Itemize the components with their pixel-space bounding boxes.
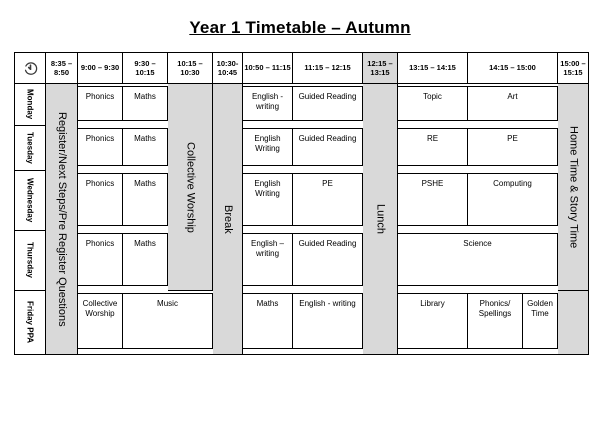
cell-friday-music: Music <box>123 291 213 354</box>
cell-thursday-maths: Maths <box>123 231 168 291</box>
time-slot-1030-1045: 10:30- 10:45 <box>213 53 243 84</box>
cell-tuesday-english-writing: English Writing <box>243 126 293 171</box>
day-label-monday: Monday <box>15 84 46 126</box>
time-slot-1050-1115: 10:50 – 11:15 <box>243 53 293 84</box>
time-slot-1415-1500: 14:15 – 15:00 <box>468 53 558 84</box>
time-slot-1115-1215: 11:15 – 12:15 <box>293 53 363 84</box>
register-band: Register/Next Steps/Pre Register Questions <box>46 84 78 354</box>
cell-friday-collective-worship: Collective Worship <box>78 291 123 354</box>
cell-wednesday-phonics: Phonics <box>78 171 123 231</box>
break-band: Break <box>213 84 243 354</box>
cell-wednesday-pshe: PSHE <box>398 171 468 231</box>
cell-tuesday-guided-reading: Guided Reading <box>293 126 363 171</box>
day-label-wednesday: Wednesday <box>15 171 46 231</box>
cell-tuesday-phonics: Phonics <box>78 126 123 171</box>
cell-wednesday-pe: PE <box>293 171 363 231</box>
page-title: Year 1 Timetable – Autumn <box>189 18 411 37</box>
cell-tuesday-re: RE <box>398 126 468 171</box>
time-slot-930-1015: 9:30 – 10:15 <box>123 53 168 84</box>
cell-friday-golden-time: Golden Time <box>523 291 558 354</box>
time-slot-900-930: 9:00 – 9:30 <box>78 53 123 84</box>
cell-thursday-guided-reading: Guided Reading <box>293 231 363 291</box>
time-slot-1315-1415: 13:15 – 14:15 <box>398 53 468 84</box>
clock-icon <box>15 53 46 84</box>
cell-friday-phonics-spellings: Phonics/ Spellings <box>468 291 523 354</box>
cell-friday-english-writing: English - writing <box>293 291 363 354</box>
time-slot-1015-1030: 10:15 – 10:30 <box>168 53 213 84</box>
cell-monday-art: Art <box>468 84 558 126</box>
lunch-band: Lunch <box>363 84 398 354</box>
cell-friday-maths: Maths <box>243 291 293 354</box>
cell-wednesday-maths: Maths <box>123 171 168 231</box>
cell-thursday-science: Science <box>398 231 558 291</box>
cell-friday-library: Library <box>398 291 468 354</box>
home-time-band: Home Time & Story Time <box>558 84 588 291</box>
time-slot-1215-1315: 12:15 – 13:15 <box>363 53 398 84</box>
timetable-table <box>14 52 589 355</box>
cell-tuesday-maths: Maths <box>123 126 168 171</box>
cell-tuesday-pe: PE <box>468 126 558 171</box>
home-time-friday-cell <box>558 291 588 354</box>
cell-monday-phonics: Phonics <box>78 84 123 126</box>
collective-worship-band: Collective Worship <box>168 84 213 291</box>
cell-monday-topic: Topic <box>398 84 468 126</box>
time-slot-835-850: 8:35 – 8:50 <box>46 53 78 84</box>
cell-monday-english-writing: English - writing <box>243 84 293 126</box>
time-slot-1500-1515: 15:00 – 15:15 <box>558 53 588 84</box>
cell-thursday-english-writing: English – writing <box>243 231 293 291</box>
cell-monday-guided-reading: Guided Reading <box>293 84 363 126</box>
cell-thursday-phonics: Phonics <box>78 231 123 291</box>
cell-monday-maths: Maths <box>123 84 168 126</box>
cell-wednesday-computing: Computing <box>468 171 558 231</box>
day-label-tuesday: Tuesday <box>15 126 46 171</box>
day-label-thursday: Thursday <box>15 231 46 291</box>
cell-wednesday-english-writing: English Writing <box>243 171 293 231</box>
day-label-friday: Friday PPA <box>15 291 46 354</box>
